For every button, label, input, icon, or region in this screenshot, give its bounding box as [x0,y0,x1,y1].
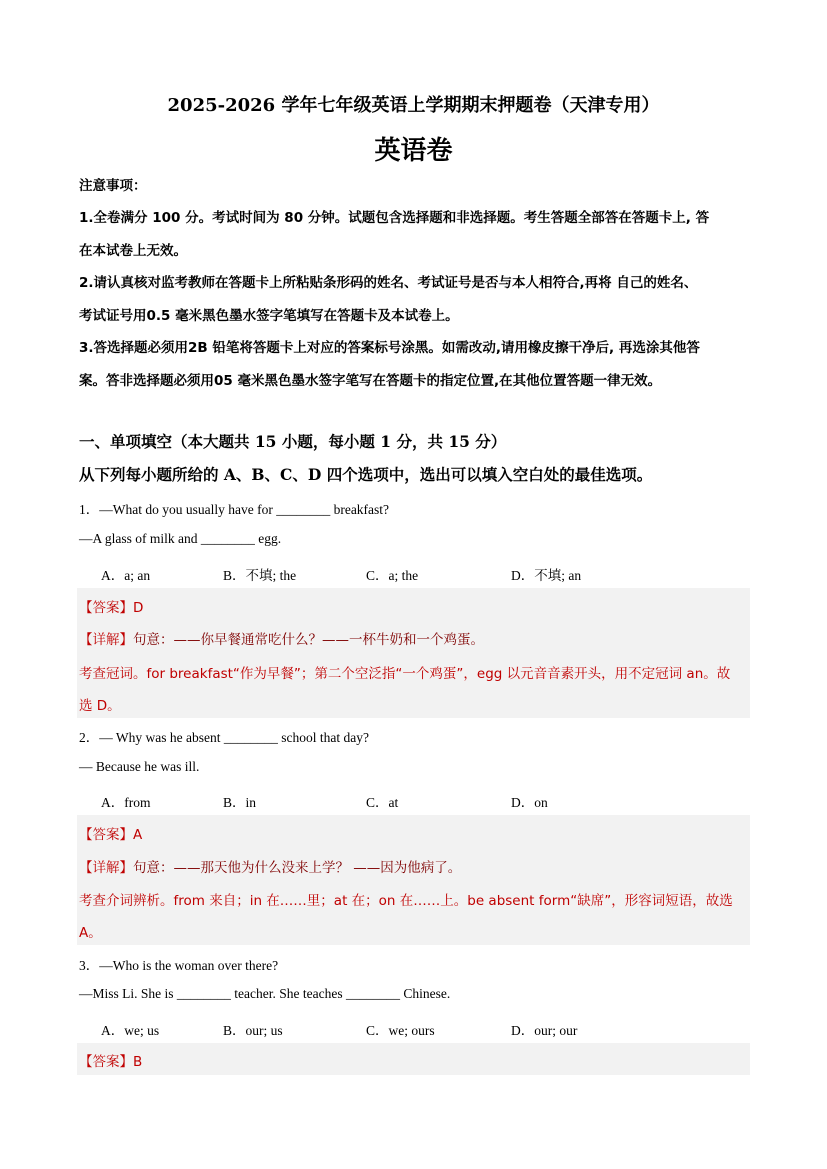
analysis-1-line-1: 考查冠词。for breakfast“作为早餐”；第二个空泛指“一个鸡蛋”，egg 以元音音素开头，用不定冠词 an。故 [79,666,731,682]
option-a: A．from [101,795,151,810]
answer-box-2 [77,815,750,945]
option-b: B．our; us [223,1023,283,1038]
analysis-1-line-2: 选 D。 [79,698,121,714]
question-2-line-2: — Because he was ill. [79,759,200,774]
option-c: C．we; ours [366,1023,435,1038]
notice-line: 2.请认真核对监考教师在答题卡上所粘贴条形码的姓名、考试证号是否与本人相符合,再将 自己的姓名、 [79,275,698,291]
question-1-line-1: 1．—What do you usually have for ________ breakfast? [79,502,390,517]
option-a: A．a; an [101,568,151,583]
notice-line: 3.答选择题必须用2B 铅笔将答题卡上对应的答案标号涂黑。如需改动,请用橡皮擦干净后, 再选涂其他答 [79,340,700,356]
option-b: B．in [223,795,257,810]
answer-3: 【答案】B [79,1054,143,1070]
notice-line: 在本试卷上无效。 [79,243,187,259]
notice-heading: 注意事项： [79,178,147,194]
section-title: 一、单项填空（本大题共 15 小题，每小题 1 分，共 15 分） [79,432,507,451]
question-3-line-1: 3．—Who is the woman over there? [79,958,279,973]
detail-text: 句意：——那天他为什么没来上学？ ——因为他病了。 [133,860,462,876]
option-d: D．our; our [511,1023,578,1038]
notice-line: 案。答非选择题必须用05 毫米黑色墨水签字笔写在答题卡的指定位置,在其他位置答题一律无效。 [79,373,662,389]
analysis-2-line-1: 考查介词辨析。from 来自；in 在……里；at 在；on 在……上。be absent form“缺席”，形容词短语，故选 [79,893,733,909]
question-2-line-1: 2．— Why was he absent ________ school that day? [79,730,369,745]
option-d: D．不填; an [511,568,582,583]
notice-line: 考试证号用0.5 毫米黑色墨水签字笔填写在答题卡及本试卷上。 [79,308,459,324]
question-3-line-2: —Miss Li. She is ________ teacher. She teaches ________ Chinese. [79,986,451,1001]
option-b: B．不填; the [223,568,297,583]
option-c: C．a; the [366,568,419,583]
detail-2 [79,856,461,876]
detail-text: 句意：——你早餐通常吃什么？——一杯牛奶和一个鸡蛋。 [133,632,484,648]
detail-1 [79,628,484,648]
answer-box-3 [77,1043,750,1075]
detail-label: 【详解】 [79,632,133,648]
option-d: D．on [511,795,548,810]
subject-title: 英语卷 [374,136,453,166]
notice-line: 1.全卷满分 100 分。考试时间为 80 分钟。试题包含选择题和非选择题。考生答题全部答在答题卡上, 答 [79,210,710,226]
section-instruction: 从下列每小题所给的 A、B、C、D 四个选项中，选出可以填入空白处的最佳选项。 [79,465,653,484]
question-1-line-2: —A glass of milk and ________ egg. [79,531,282,546]
answer-2: 【答案】A [79,827,143,843]
option-c: C．at [366,795,399,810]
answer-1: 【答案】D [79,600,144,616]
detail-label: 【详解】 [79,860,133,876]
exam-title: 2025-2026 学年七年级英语上学期期末押题卷（天津专用） [167,95,660,116]
analysis-2-line-2: A。 [79,925,102,941]
option-a: A．we; us [101,1023,160,1038]
answer-box-1 [77,588,750,718]
